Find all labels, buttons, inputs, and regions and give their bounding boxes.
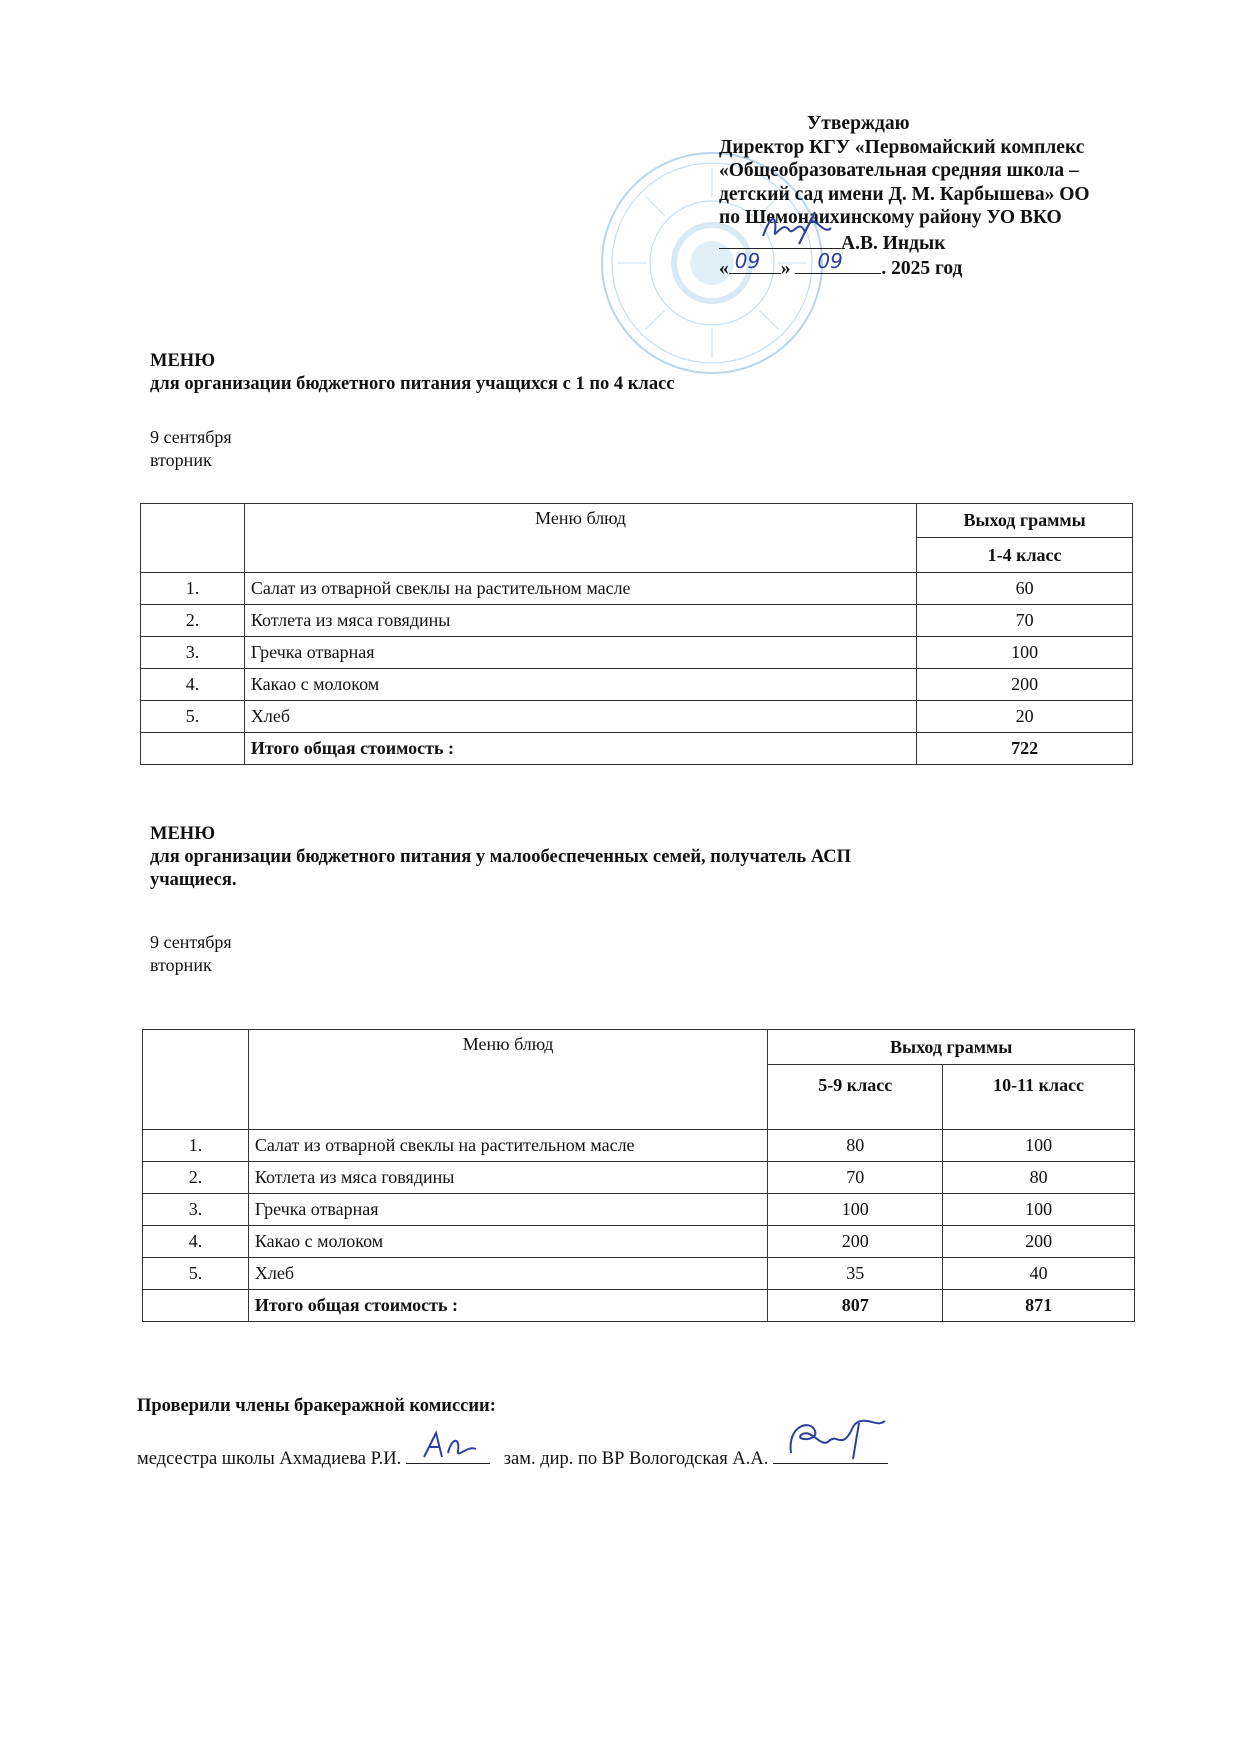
row-number: 1. <box>141 573 245 605</box>
row-grams: 200 <box>917 669 1133 701</box>
date-quote-close: » <box>780 258 791 279</box>
menu1-table <box>140 503 1133 765</box>
row-number: 3. <box>143 1194 249 1226</box>
approval-institution-2: детский сад имени Д. М. Карбышева» ОО <box>719 183 1090 205</box>
row-grams-1: 70 <box>768 1162 943 1194</box>
commission-signatures <box>137 1445 888 1470</box>
row-grams: 100 <box>917 637 1133 669</box>
total-label: Итого общая стоимость : <box>248 1290 767 1322</box>
approval-block <box>719 112 1159 281</box>
row-number: 5. <box>141 701 245 733</box>
row-grams: 70 <box>917 605 1133 637</box>
row-dish: Какао с молоком <box>248 1226 767 1258</box>
row-number: 5. <box>143 1258 249 1290</box>
commission-title: Проверили члены бракеражной комиссии: <box>137 1396 496 1416</box>
director-name: А.В. Индык <box>841 232 946 254</box>
menu2-header-class-1: 5-9 класс <box>768 1065 943 1130</box>
row-number: 2. <box>141 605 245 637</box>
menu2-table <box>142 1029 1135 1322</box>
total-empty-cell <box>143 1290 249 1322</box>
table-row <box>141 637 1133 669</box>
date-day-field <box>729 249 781 274</box>
nurse-signature <box>420 1429 480 1463</box>
handwritten-signature <box>759 210 839 246</box>
row-grams-1: 100 <box>768 1194 943 1226</box>
table-row <box>143 1194 1135 1226</box>
row-grams-2: 40 <box>943 1258 1135 1290</box>
total-label: Итого общая стоимость : <box>244 733 916 765</box>
row-dish: Хлеб <box>244 701 916 733</box>
table-row <box>141 701 1133 733</box>
table-row <box>143 1130 1135 1162</box>
menu1-header-num <box>141 504 245 573</box>
row-dish: Гречка отварная <box>248 1194 767 1226</box>
menu2-title: МЕНЮ <box>150 824 216 844</box>
menu1-subtitle: для организации бюджетного питания учащихся с 1 по 4 класс <box>150 374 675 394</box>
row-number: 3. <box>141 637 245 669</box>
row-dish: Котлета из мяса говядины <box>248 1162 767 1194</box>
approval-heading: Утверждаю <box>807 113 910 134</box>
row-number: 4. <box>141 669 245 701</box>
row-grams-2: 80 <box>943 1162 1135 1194</box>
total-value-2: 871 <box>943 1290 1135 1322</box>
menu2-date-block <box>150 931 232 977</box>
row-dish: Салат из отварной свеклы на растительном масле <box>248 1130 767 1162</box>
menu1-header-dish: Меню блюд <box>244 504 916 573</box>
menu2-header-dish: Меню блюд <box>248 1030 767 1130</box>
table-row <box>143 1258 1135 1290</box>
table-row <box>141 605 1133 637</box>
approval-institution-3: по Шемонаихинскому району УО ВКО <box>719 207 1062 228</box>
menu1-title: МЕНЮ <box>150 351 216 371</box>
table-row <box>141 573 1133 605</box>
menu1-date: 9 сентября <box>150 427 232 447</box>
date-day-value: 09 <box>734 249 761 273</box>
row-number: 2. <box>143 1162 249 1194</box>
row-dish: Хлеб <box>248 1258 767 1290</box>
menu2-subtitle-2: учащиеся. <box>150 870 237 890</box>
row-grams: 20 <box>917 701 1133 733</box>
menu2-header-row <box>143 1030 1135 1065</box>
menu2-header-yield: Выход граммы <box>768 1030 1135 1065</box>
menu2-weekday: вторник <box>150 955 212 975</box>
row-grams-1: 80 <box>768 1130 943 1162</box>
deputy-signature-line <box>773 1445 888 1464</box>
date-month-field <box>795 249 881 274</box>
row-grams-2: 200 <box>943 1226 1135 1258</box>
menu2-total-row <box>143 1290 1135 1322</box>
row-number: 1. <box>143 1130 249 1162</box>
row-grams-1: 200 <box>768 1226 943 1258</box>
row-grams: 60 <box>917 573 1133 605</box>
row-dish: Какао с молоком <box>244 669 916 701</box>
menu2-subtitle-1: для организации бюджетного питания у малообеспеченных семей, получатель АСП <box>150 847 852 867</box>
table-row <box>143 1226 1135 1258</box>
menu1-total-row <box>141 733 1133 765</box>
signature-blank <box>719 230 841 249</box>
row-dish: Гречка отварная <box>244 637 916 669</box>
nurse-signature-line <box>406 1445 490 1464</box>
menu2-header-class-2: 10-11 класс <box>943 1065 1135 1130</box>
date-year: . 2025 год <box>881 258 963 279</box>
table-row <box>143 1162 1135 1194</box>
menu1-header-row <box>141 504 1133 538</box>
row-grams-2: 100 <box>943 1194 1135 1226</box>
menu1-title-block <box>150 350 675 396</box>
approval-date <box>719 249 1159 281</box>
director-signature-line <box>719 230 1159 256</box>
menu1-header-yield: Выход граммы <box>917 504 1133 538</box>
total-value: 722 <box>917 733 1133 765</box>
menu2-header-num <box>143 1030 249 1130</box>
row-dish: Котлета из мяса говядины <box>244 605 916 637</box>
menu1-date-block <box>150 426 232 472</box>
approval-institution-1: «Общеобразовательная средняя школа – <box>719 160 1079 181</box>
deputy-signature <box>781 1415 891 1463</box>
date-quote-open: « <box>719 258 729 279</box>
nurse-name: медсестра школы Ахмадиева Р.И. <box>137 1449 402 1469</box>
deputy-name: зам. дир. по ВР Вологодская А.А. <box>503 1449 769 1469</box>
menu1-weekday: вторник <box>150 450 212 470</box>
total-empty-cell <box>141 733 245 765</box>
approval-position: Директор КГУ «Первомайский комплекс <box>719 136 1085 158</box>
menu2-date: 9 сентября <box>150 932 232 952</box>
row-dish: Салат из отварной свеклы на растительном масле <box>244 573 916 605</box>
row-grams-2: 100 <box>943 1130 1135 1162</box>
total-value-1: 807 <box>768 1290 943 1322</box>
menu2-title-block <box>150 823 851 892</box>
table-row <box>141 669 1133 701</box>
date-month-value: 09 <box>817 249 843 273</box>
row-number: 4. <box>143 1226 249 1258</box>
menu1-header-class: 1-4 класс <box>917 538 1133 573</box>
row-grams-1: 35 <box>768 1258 943 1290</box>
